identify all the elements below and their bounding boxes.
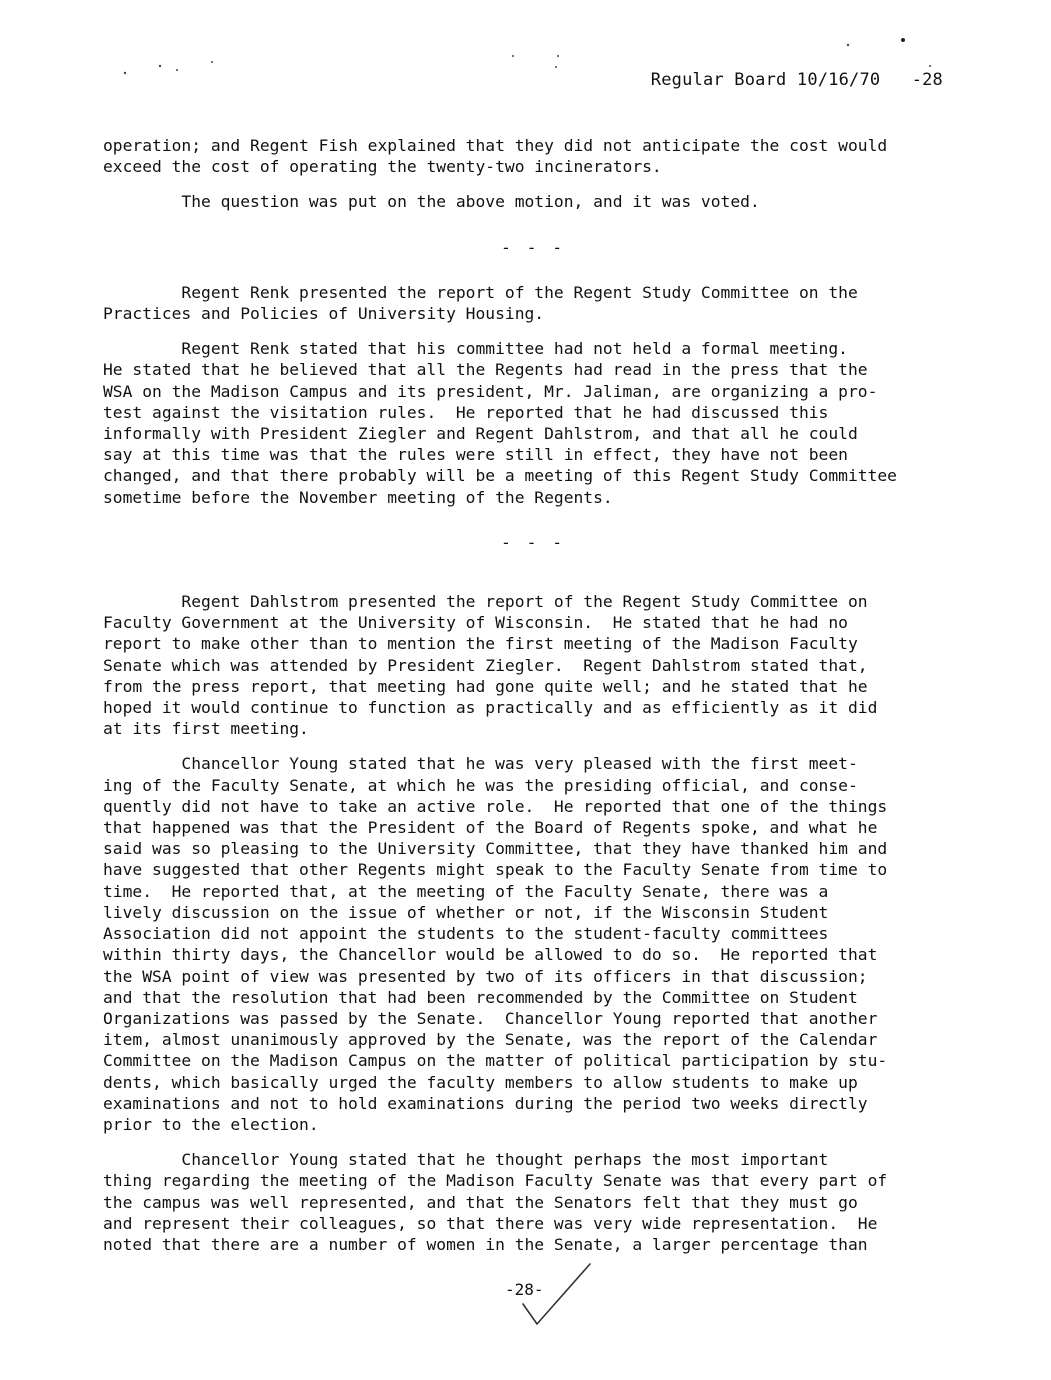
header-title: Regular Board 10/16/70 <box>650 70 881 90</box>
section-separator: - - - <box>500 532 565 552</box>
scan-specks <box>0 0 1051 120</box>
paragraph-housing-report: Regent Renk presented the report of the Regent Study Committee on the Practices and Policies of University Housing. <box>103 282 858 324</box>
paragraph-faculty-government-report: Regent Dahlstrom presented the report of the Regent Study Committee on Faculty Government at the University of Wisconsin. He stated that he had no report to make other than to mention the first meeting of the Madison Faculty Senate which was attended by President Ziegler. Regent Dahlstrom stated that, from the press report, that meeting had gone quite well; and he stated that he hoped it would continue to function as practically and as efficiently as it did at its first meeting. <box>103 592 878 739</box>
page-number: -28- <box>505 1280 544 1299</box>
paragraph-cost-explanation: operation; and Regent Fish explained that they did not anticipate the cost would exceed the cost of operating the twenty-two incinerators. <box>103 136 888 177</box>
minutes-body <box>103 135 963 1255</box>
paragraph-young-representation: Chancellor Young stated that he thought perhaps the most important thing regarding the meeting of the Madison Faculty Senate was that every part of the campus was well represented, and that the Senators felt that they must go and represent their colleagues, so that there was very wide representation. He noted that there are a number of women in the Senate, a larger percentage than <box>103 1150 888 1254</box>
header-page-ref: -28 <box>911 70 943 90</box>
page-header <box>651 70 943 90</box>
section-separator: - - - <box>500 237 565 257</box>
checkmark-icon <box>515 1262 605 1342</box>
paragraph-renk-statement: Regent Renk stated that his committee had not held a formal meeting. He stated that he believed that all the Regents had read in the press that the WSA on the Madison Campus and its president, Mr. Jaliman, are organizing a pro- test against the visitation rules. He reported that he had discussed this informally with President Ziegler and Regent Dahlstrom, and that all he could say at this time was that the rules were still in effect, they have not been changed, and that there probably will be a meeting of this Regent Study Committee sometime before the November meeting of the Regents. <box>103 339 897 507</box>
paragraph-young-faculty-senate: Chancellor Young stated that he was very pleased with the first meet- ing of the Faculty Senate, at which he was the presiding official, and conse- quently did not have to take an active role. He reported that one of the things that happened was that the President of the Board of Regents spoke, and what he said was so pleasing to the University Committee, that they have thanked him and have suggested that other Regents might speak to the Faculty Senate from time to time. He reported that, at the meeting of the Faculty Senate, there was a lively discussion on the issue of whether or not, if the Wisconsin Student Association did not appoint the students to the student-faculty committees within thirty days, the Chancellor would be allowed to do so. He reported that the WSA point of view was presented by two of its officers in that discussion; and that the resolution that had been recommended by the Committee on Student Organizations was passed by the Senate. Chancellor Young reported that another item, almost unanimously approved by the Senate, was the report of the Calendar Committee on the Madison Campus on the matter of political participation by stu- dents, which basically urged the faculty members to allow students to make up examinations and not to hold examinations during the period two weeks directly prior to the election. <box>103 754 888 1134</box>
paragraph-motion-voted: The question was put on the above motion, and it was voted. <box>103 192 760 212</box>
